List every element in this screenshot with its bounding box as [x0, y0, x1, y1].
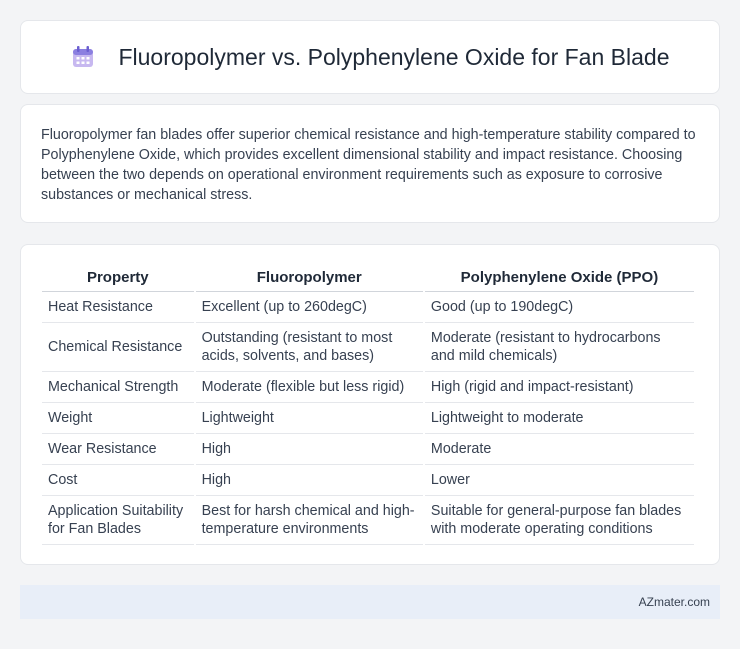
fluoropolymer-cell: Best for harsh chemical and high-temperature environments — [196, 496, 423, 545]
fluoropolymer-cell: Lightweight — [196, 403, 423, 434]
table-row — [42, 496, 694, 545]
calendar-icon — [70, 44, 96, 70]
intro-paragraph: Fluoropolymer fan blades offer superior chemical resistance and high-temperature stability compared to Polyphenylene Oxide, which provides excellent dimensional stability and impact resistance. Choosing between the two depends on operational environment requirements such as exposure to corrosive substances or mechanical stress. — [41, 127, 696, 203]
table-row — [42, 292, 694, 323]
ppo-cell: Moderate — [425, 434, 694, 465]
ppo-cell: Moderate (resistant to hydrocarbons and mild chemicals) — [425, 323, 694, 372]
table-header-row — [42, 265, 694, 292]
table-row — [42, 465, 694, 496]
header-fluoropolymer: Fluoropolymer — [196, 265, 423, 292]
fluoropolymer-cell: High — [196, 465, 423, 496]
comparison-table — [40, 265, 696, 545]
property-cell: Application Suitability for Fan Blades — [42, 496, 194, 545]
ppo-cell: High (rigid and impact-resistant) — [425, 372, 694, 403]
ppo-cell: Good (up to 190degC) — [425, 292, 694, 323]
ppo-cell: Lower — [425, 465, 694, 496]
ppo-cell: Lightweight to moderate — [425, 403, 694, 434]
title-card — [20, 20, 720, 94]
table-row — [42, 323, 694, 372]
table-row — [42, 434, 694, 465]
fluoropolymer-cell: High — [196, 434, 423, 465]
property-cell: Wear Resistance — [42, 434, 194, 465]
fluoropolymer-cell: Excellent (up to 260degC) — [196, 292, 423, 323]
comparison-card — [20, 244, 720, 565]
header-property: Property — [42, 265, 194, 292]
header-ppo: Polyphenylene Oxide (PPO) — [425, 265, 694, 292]
page-title: Fluoropolymer vs. Polyphenylene Oxide for Fan Blade — [118, 43, 670, 70]
property-cell: Chemical Resistance — [42, 323, 194, 372]
property-cell: Heat Resistance — [42, 292, 194, 323]
ppo-cell: Suitable for general-purpose fan blades with moderate operating conditions — [425, 496, 694, 545]
property-cell: Weight — [42, 403, 194, 434]
intro-card — [20, 104, 720, 223]
table-row — [42, 403, 694, 434]
footer-source: AZmater.com — [638, 595, 710, 609]
footer-bar — [20, 585, 720, 619]
fluoropolymer-cell: Moderate (flexible but less rigid) — [196, 372, 423, 403]
fluoropolymer-cell: Outstanding (resistant to most acids, solvents, and bases) — [196, 323, 423, 372]
property-cell: Cost — [42, 465, 194, 496]
table-row — [42, 372, 694, 403]
property-cell: Mechanical Strength — [42, 372, 194, 403]
